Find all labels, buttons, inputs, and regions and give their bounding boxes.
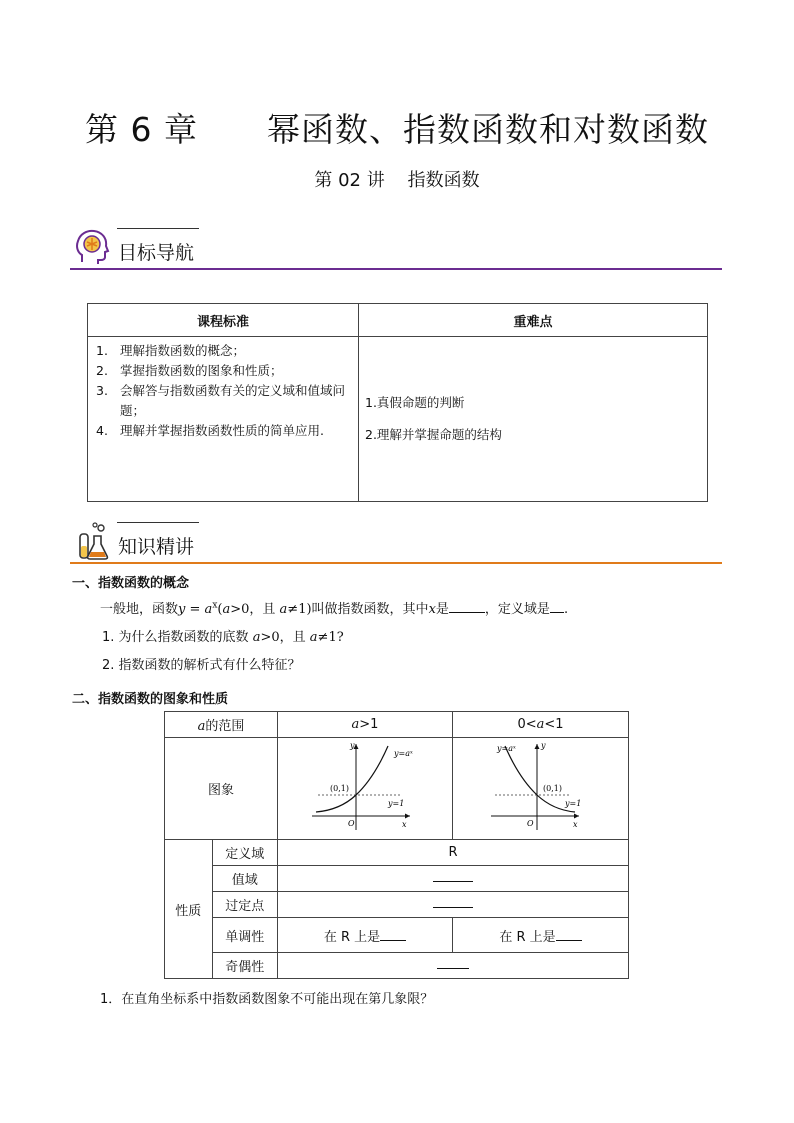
range-blank [277, 866, 628, 892]
row-label: 单调性 [212, 918, 277, 953]
row-label: 奇偶性 [212, 953, 277, 979]
section-label: 目标导航 [118, 242, 195, 264]
svg-text:y=1: y=1 [564, 799, 582, 808]
row-label: 定义域 [212, 840, 277, 866]
monotonic-right: 在 R 上是 [452, 918, 628, 953]
focus-item: 1.真假命题的判断 [365, 395, 465, 410]
svg-text:y: y [349, 741, 355, 750]
graph-cell-a-gt-1 [277, 738, 452, 840]
svg-text:x: x [572, 820, 578, 829]
definition-line: 一般地，函数$y = a^x(a>0$，且 a≠1)叫做指数函数，其中x是 ，定义域是 . [100, 600, 569, 617]
part2-title: 二、指数函数的图象和性质 [72, 692, 229, 707]
svg-text:O: O [347, 819, 355, 828]
brain-head-icon [74, 228, 110, 266]
focus-cell [359, 337, 708, 502]
svg-text:y=1: y=1 [387, 799, 405, 808]
list-item: 2. 掌握指数函数的图象和性质； [96, 363, 283, 378]
question-1: 1. 为什么指数函数的底数 a>0，且 a≠1? [102, 630, 344, 645]
svg-text:y=aˣ: y=aˣ [496, 744, 516, 753]
svg-text:x: x [401, 820, 407, 829]
exponential-growth-graph [278, 738, 452, 835]
section-header-knowledge [70, 520, 722, 564]
svg-text:O: O [526, 819, 534, 828]
list-item: 4. 理解并掌握指数函数性质的简单应用. [96, 423, 324, 438]
lecture-title: 第 02 讲 指数函数 [314, 170, 480, 191]
question-2: 2. 指数函数的解析式有什么特征？ [102, 658, 301, 673]
a-range-label: a的范围 [165, 712, 278, 738]
header-standards: 课程标准 [88, 304, 359, 337]
properties-label: 性质 [165, 840, 213, 979]
svg-text:(0,1): (0,1) [329, 784, 349, 793]
svg-text:y=aˣ: y=aˣ [393, 749, 413, 758]
col-a-between-0-1: 0<a<1 [452, 712, 628, 738]
lab-flask-icon [74, 522, 110, 560]
header-focus: 重难点 [359, 304, 708, 337]
svg-text:(0,1): (0,1) [542, 784, 562, 793]
monotonic-left: 在 R 上是 [277, 918, 452, 953]
graph-cell-a-lt-1 [452, 738, 628, 840]
svg-text:y: y [540, 741, 546, 750]
col-a-gt-1: a>1 [277, 712, 452, 738]
row-label: 过定点 [212, 892, 277, 918]
focus-item: 2.理解并掌握命题的结构 [365, 427, 502, 442]
fixed-point-blank [277, 892, 628, 918]
part1-title: 一、指数函数的概念 [72, 576, 190, 591]
properties-table [164, 711, 629, 979]
part2-question-1: 1．在直角坐标系中指数函数图象不可能出现在第几象限？ [100, 992, 434, 1007]
graph-label: 图象 [165, 738, 278, 840]
section-label: 知识精讲 [118, 536, 195, 558]
chapter-title: 第 6 章 幂函数、指数函数和对数函数 [85, 110, 709, 149]
row-label: 值域 [212, 866, 277, 892]
list-item: 1. 理解指数函数的概念； [96, 343, 246, 358]
domain-value: R [277, 840, 628, 866]
list-item: 3. 会解答与指数函数有关的定义域和值域问题； [96, 383, 346, 418]
standards-cell [88, 337, 359, 502]
standards-table [87, 303, 708, 502]
parity-blank [277, 953, 628, 979]
exponential-decay-graph [453, 738, 628, 835]
section-header-goals [70, 226, 722, 270]
